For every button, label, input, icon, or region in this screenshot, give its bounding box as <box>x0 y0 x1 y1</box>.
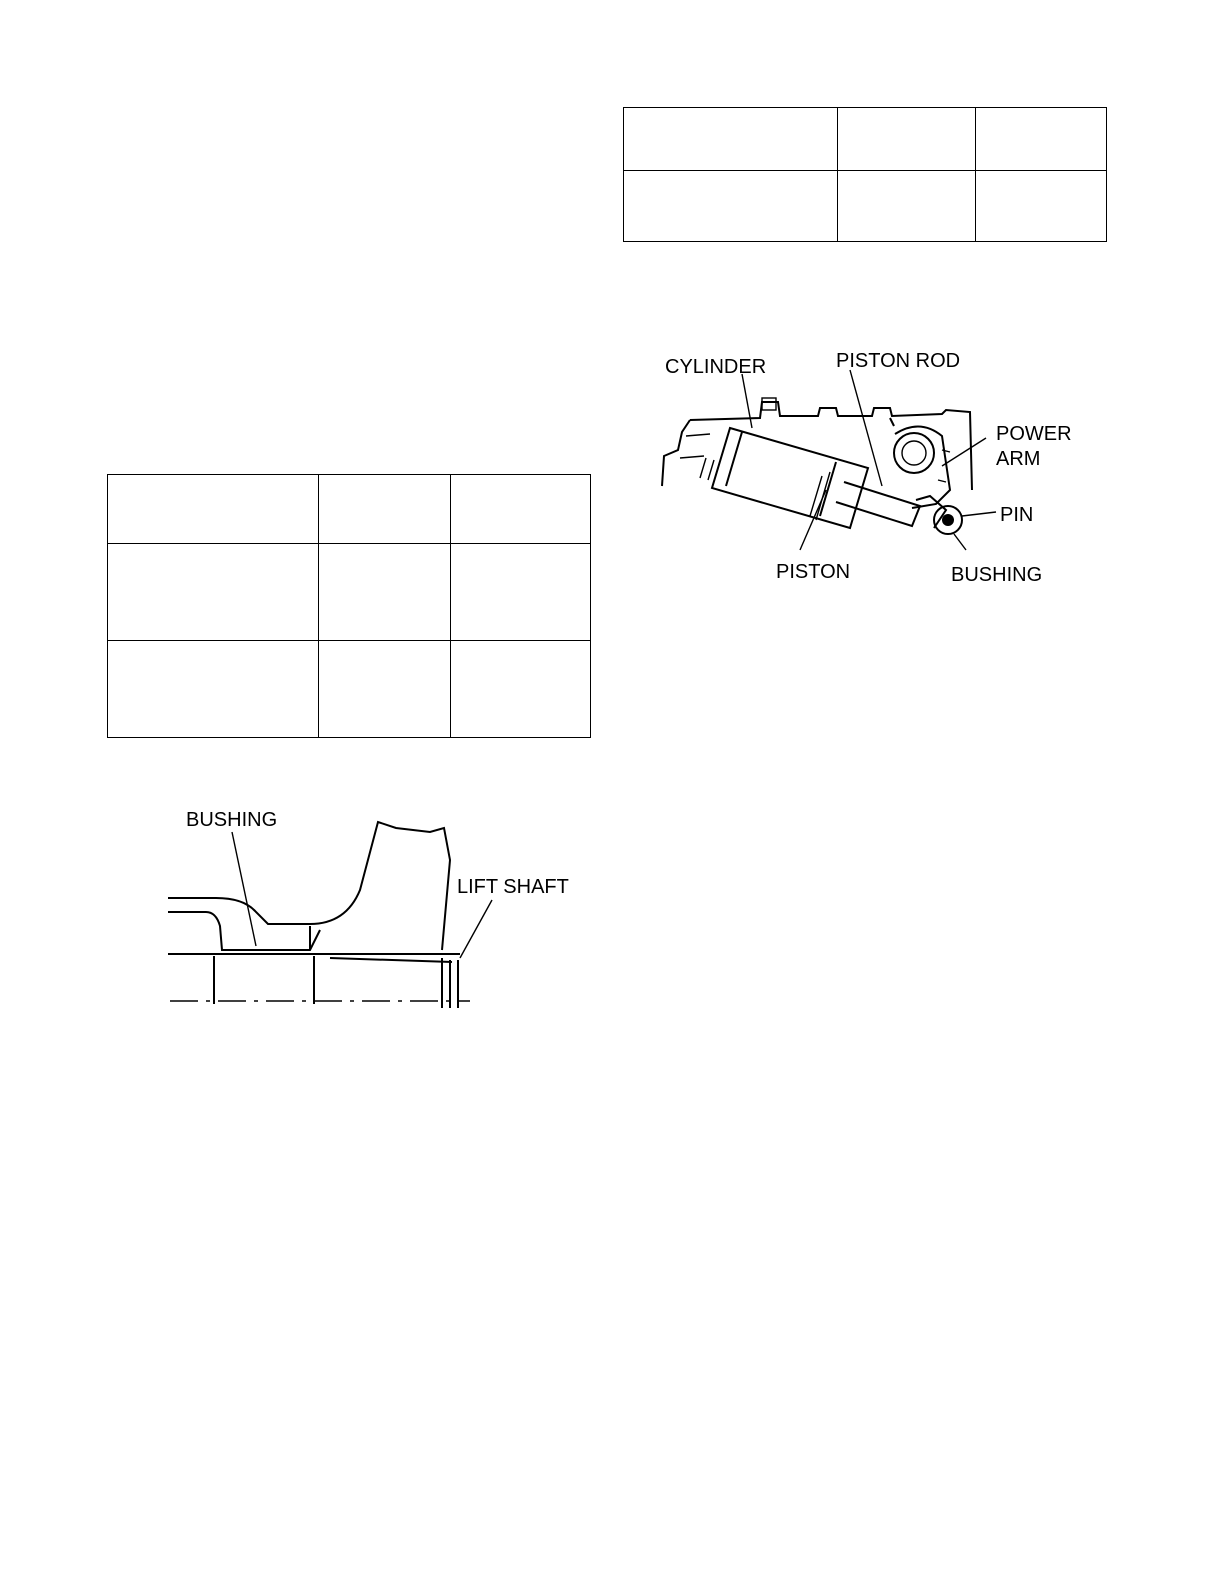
shaft-drawing <box>168 954 470 1008</box>
table-cell <box>319 641 451 738</box>
bushing-label: BUSHING <box>186 809 278 831</box>
piston-label: PISTON <box>776 561 851 583</box>
table-cell <box>319 475 451 544</box>
leader-lines <box>742 370 996 550</box>
table-cell <box>976 171 1107 242</box>
cylinder-label: CYLINDER <box>665 356 767 378</box>
table-cell <box>108 475 319 544</box>
cylinder-drawing <box>700 428 868 528</box>
table-cell <box>319 544 451 641</box>
piston-rod-label: PISTON ROD <box>836 350 961 372</box>
bushing-label: BUSHING <box>951 564 1043 586</box>
table-row <box>108 641 591 738</box>
table-cell <box>624 108 838 171</box>
table-cell <box>451 641 591 738</box>
table-cell <box>624 171 838 242</box>
pin-label: PIN <box>1000 504 1034 526</box>
table-row <box>108 544 591 641</box>
spec-table-right <box>623 107 1107 242</box>
lift-shaft-bushing-figure <box>160 800 600 1030</box>
table-cell <box>108 641 319 738</box>
table-cell <box>451 475 591 544</box>
spec-table-left <box>107 474 591 738</box>
cylinder-assembly-figure <box>650 340 1110 600</box>
power-label: POWER <box>996 423 1072 445</box>
arm-label: ARM <box>996 448 1041 470</box>
table-row <box>108 475 591 544</box>
table-cell <box>451 544 591 641</box>
housing-section-drawing <box>168 822 450 950</box>
table-row <box>624 108 1107 171</box>
lift-shaft-label: LIFT SHAFT <box>457 876 569 898</box>
table-cell <box>838 171 976 242</box>
table-cell <box>976 108 1107 171</box>
table-cell <box>108 544 319 641</box>
leader-lines <box>232 832 492 958</box>
table-row <box>624 171 1107 242</box>
table-cell <box>838 108 976 171</box>
